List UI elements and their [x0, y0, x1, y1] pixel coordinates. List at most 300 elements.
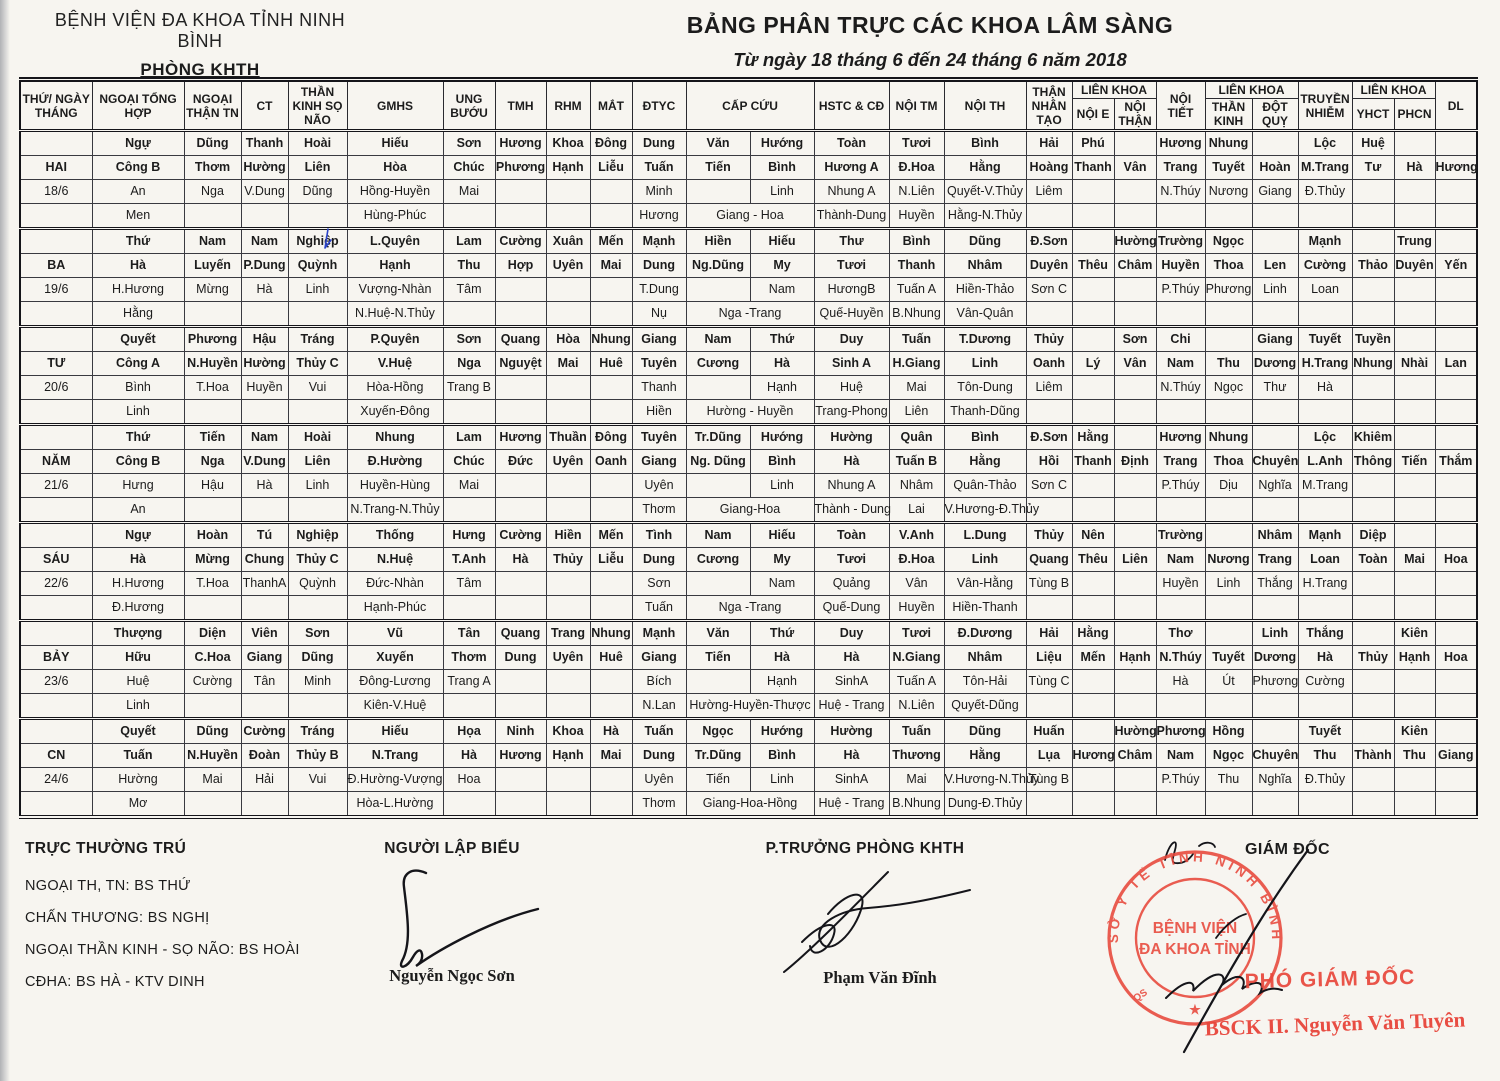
duty-cell: Mai [443, 474, 495, 498]
duty-cell: Ngự [92, 131, 184, 156]
duty-cell: N.Thúy [1156, 646, 1205, 670]
duty-cell: Linh [750, 474, 814, 498]
duty-cell: Ng.Dũng [686, 254, 750, 278]
day-cell: NĂM [20, 450, 92, 474]
duty-cell [1298, 792, 1352, 818]
duty-cell [1072, 719, 1114, 744]
duty-cell: Huyền [1156, 572, 1205, 596]
duty-cell: Cường [184, 670, 241, 694]
duty-cell: Tuyết [1298, 327, 1352, 352]
day-cell: BA [20, 254, 92, 278]
duty-cell: Thương [889, 744, 944, 768]
duty-cell: Quân-Thảo [944, 474, 1026, 498]
column-subheader: PHCN [1394, 99, 1435, 131]
duty-cell: Hiếu [750, 229, 814, 254]
duty-cell: Dương [1252, 646, 1298, 670]
duty-cell: Vân [1114, 352, 1156, 376]
duty-cell: Lam [443, 229, 495, 254]
duty-cell [1435, 694, 1477, 719]
duty-cell [1072, 498, 1114, 523]
duty-cell: V.Dung [241, 450, 288, 474]
duty-cell [1298, 596, 1352, 621]
duty-cell [184, 400, 241, 425]
duty-cell: P.Thúy [1156, 278, 1205, 302]
duty-cell: Tuyền [1352, 327, 1394, 352]
column-header: LIÊN KHOA [1205, 80, 1298, 99]
duty-cell: Mến [1072, 646, 1114, 670]
duty-cell: P.Thúy [1156, 474, 1205, 498]
duty-cell: Giang [1435, 744, 1477, 768]
duty-cell [1298, 498, 1352, 523]
duty-cell [1252, 302, 1298, 327]
duty-cell: Hữu [92, 646, 184, 670]
duty-cell: Đức-Nhàn [347, 572, 443, 596]
duty-cell: Hồng-Huyền [347, 180, 443, 204]
dept-head-heading: P.TRƯỞNG PHÒNG KHTH [765, 840, 965, 857]
duty-cell: Sơn [632, 572, 686, 596]
duty-cell: Tư [1352, 156, 1394, 180]
duty-cell: Lai [889, 498, 944, 523]
duty-cell: Hường-Huyền-Thược [686, 694, 814, 719]
duty-cell: Họa [443, 719, 495, 744]
duty-cell: Nhung [1205, 425, 1252, 450]
duty-cell: Linh [1252, 621, 1298, 646]
duty-cell [184, 498, 241, 523]
duty-cell [1435, 180, 1477, 204]
duty-cell: Nụ [632, 302, 686, 327]
duty-cell: P.Quyên [347, 327, 443, 352]
duty-cell: Thủy C [288, 548, 347, 572]
duty-cell: Dịu [1205, 474, 1252, 498]
duty-cell: Thu [1298, 744, 1352, 768]
duty-cell: Hằng [1072, 621, 1114, 646]
duty-cell: Tráng [288, 719, 347, 744]
duty-cell: Nương [1205, 548, 1252, 572]
duty-cell [1352, 180, 1394, 204]
day-cell [20, 596, 92, 621]
day-cell [20, 229, 92, 254]
duty-cell [1156, 204, 1205, 229]
duty-cell [590, 204, 632, 229]
duty-cell: Dung [632, 744, 686, 768]
standby-list [25, 862, 300, 990]
duty-cell [1352, 278, 1394, 302]
duty-cell: Duyên [1026, 254, 1072, 278]
duty-cell: Sơn [443, 327, 495, 352]
preparer-heading: NGƯỜI LẬP BIỂU [384, 840, 520, 857]
duty-cell: Tuấn A [889, 278, 944, 302]
duty-cell: Hạnh [750, 670, 814, 694]
day-cell: BẢY [20, 646, 92, 670]
duty-cell: Hướng [750, 425, 814, 450]
duty-cell: Vân [1114, 156, 1156, 180]
day-cell: 21/6 [20, 474, 92, 498]
duty-cell: Mai [889, 768, 944, 792]
duty-cell: Dũng [184, 131, 241, 156]
duty-cell [1114, 670, 1156, 694]
duty-cell: B.Nhung [889, 792, 944, 818]
duty-cell: Hạnh [1114, 646, 1156, 670]
duty-cell [1072, 229, 1114, 254]
duty-cell: Giang-Hoa-Hồng [686, 792, 814, 818]
duty-cell: Quân [889, 425, 944, 450]
duty-cell [495, 302, 546, 327]
duty-cell: Hương [1435, 156, 1477, 180]
column-subheader: THẦN KINH [1205, 99, 1252, 131]
duty-cell: Nhâm [889, 474, 944, 498]
duty-cell: Huệ [92, 670, 184, 694]
day-cell: 18/6 [20, 180, 92, 204]
duty-cell: Trang [1156, 156, 1205, 180]
duty-cell: Thơ [1156, 621, 1205, 646]
duty-cell: Hợp [495, 254, 546, 278]
duty-cell [495, 474, 546, 498]
duty-cell: Hướng [750, 719, 814, 744]
duty-cell [1394, 498, 1435, 523]
column-header: CẤP CỨU [686, 80, 814, 131]
duty-cell: Tươi [889, 621, 944, 646]
duty-cell [1435, 376, 1477, 400]
duty-cell: Hà [814, 744, 889, 768]
duty-cell: Huyền-Hùng [347, 474, 443, 498]
duty-cell: N.Liên [889, 694, 944, 719]
duty-cell: Lụa [1026, 744, 1072, 768]
duty-cell: Nam [1156, 548, 1205, 572]
duty-cell [1205, 523, 1252, 548]
duty-cell [590, 670, 632, 694]
duty-cell: Thu [1205, 352, 1252, 376]
duty-cell [1072, 572, 1114, 596]
duty-cell [495, 376, 546, 400]
duty-cell: M.Trang [1298, 474, 1352, 498]
duty-cell: Linh [944, 548, 1026, 572]
duty-cell [1026, 694, 1072, 719]
duty-cell [1394, 302, 1435, 327]
duty-cell [546, 302, 590, 327]
duty-cell: Hường - Huyền [686, 400, 814, 425]
duty-cell: H.Trang [1298, 352, 1352, 376]
duty-cell: Diệp [1352, 523, 1394, 548]
duty-cell: Hoa [443, 768, 495, 792]
duty-cell [1114, 474, 1156, 498]
duty-cell: My [750, 254, 814, 278]
duty-cell: N.Thúy [1156, 376, 1205, 400]
duty-cell: Kiên [1394, 719, 1435, 744]
duty-cell: N.Lan [632, 694, 686, 719]
duty-cell: Bình [750, 744, 814, 768]
duty-cell [1435, 474, 1477, 498]
duty-cell: Hiền-Thanh [944, 596, 1026, 621]
duty-cell [241, 792, 288, 818]
day-cell [20, 302, 92, 327]
duty-cell: Vui [288, 768, 347, 792]
duty-cell: Hường [92, 768, 184, 792]
duty-cell: Châm [1114, 254, 1156, 278]
duty-cell: P.Dung [241, 254, 288, 278]
duty-cell: Nga [184, 180, 241, 204]
duty-cell: Huệ [1352, 131, 1394, 156]
page-title: BẢNG PHÂN TRỰC CÁC KHOA LÂM SÀNG [686, 12, 1174, 38]
duty-cell [1252, 596, 1298, 621]
duty-cell: Hà [241, 474, 288, 498]
duty-cell: Hồi [1026, 450, 1072, 474]
duty-cell [546, 474, 590, 498]
duty-cell: Mến [590, 523, 632, 548]
duty-cell [1114, 400, 1156, 425]
duty-cell: Tuấn B [889, 450, 944, 474]
duty-cell: Tuấn [92, 744, 184, 768]
duty-cell: Khoa [546, 719, 590, 744]
duty-cell: Tuấn [632, 596, 686, 621]
duty-cell: Út [1205, 670, 1252, 694]
duty-cell: Thư [1252, 376, 1298, 400]
duty-cell [1114, 792, 1156, 818]
duty-cell: Ngự [92, 523, 184, 548]
duty-cell: Sơn [443, 131, 495, 156]
day-cell: 24/6 [20, 768, 92, 792]
duty-cell [546, 596, 590, 621]
duty-cell [1394, 768, 1435, 792]
duty-cell: Thủy [546, 548, 590, 572]
day-cell: 23/6 [20, 670, 92, 694]
duty-cell: Hường [1114, 719, 1156, 744]
duty-cell: L.Quyên [347, 229, 443, 254]
duty-cell: Oanh [1026, 352, 1072, 376]
duty-cell: Mơ [92, 792, 184, 818]
duty-cell: Nghiệp [288, 229, 347, 254]
duty-cell: Ngọc [1205, 376, 1252, 400]
duty-cell: Diện [184, 621, 241, 646]
duty-cell: Nam [750, 572, 814, 596]
duty-cell [1205, 792, 1252, 818]
duty-cell [1435, 131, 1477, 156]
duty-cell [1156, 596, 1205, 621]
duty-cell: Hà [92, 548, 184, 572]
duty-cell: Tôn-Dung [944, 376, 1026, 400]
duty-cell: H.Trang [1298, 572, 1352, 596]
duty-cell: Mai [546, 352, 590, 376]
duty-cell: Nhung [1352, 352, 1394, 376]
duty-cell: Tuấn [632, 719, 686, 744]
duty-cell: Hương [1072, 744, 1114, 768]
duty-cell: Lộc [1298, 131, 1352, 156]
duty-cell [288, 400, 347, 425]
duty-cell: Nam [241, 425, 288, 450]
duty-cell: Thơm [443, 646, 495, 670]
duty-cell: V.Huệ [347, 352, 443, 376]
column-header: THẬN NHÂN TẠO [1026, 80, 1072, 131]
duty-cell: Nam [750, 278, 814, 302]
duty-cell: Công B [92, 450, 184, 474]
column-header: THẦN KINH SỌ NÃO [288, 80, 347, 131]
duty-cell [443, 694, 495, 719]
duty-cell: Nga [184, 450, 241, 474]
duty-cell: Hiếu [347, 719, 443, 744]
duty-cell [1352, 302, 1394, 327]
duty-cell: Huyền [241, 376, 288, 400]
duty-cell: Hà [1298, 376, 1352, 400]
duty-cell [1026, 400, 1072, 425]
duty-cell: L.Anh [1298, 450, 1352, 474]
duty-cell: Phương [495, 156, 546, 180]
duty-cell [590, 180, 632, 204]
duty-cell [1252, 694, 1298, 719]
duty-cell: B.Nhung [889, 302, 944, 327]
duty-cell [1205, 327, 1252, 352]
duty-cell [495, 670, 546, 694]
day-cell [20, 425, 92, 450]
duty-cell [443, 302, 495, 327]
duty-cell [1435, 792, 1477, 818]
duty-cell [241, 302, 288, 327]
duty-cell: Huyền [1156, 254, 1205, 278]
duty-cell: Chúc [443, 450, 495, 474]
duty-cell [1156, 400, 1205, 425]
duty-cell [1394, 596, 1435, 621]
duty-cell: Vân-Quân [944, 302, 1026, 327]
duty-cell: Mạnh [632, 621, 686, 646]
duty-cell: Cương [686, 548, 750, 572]
duty-cell [1394, 327, 1435, 352]
duty-cell: Đ.Hường [347, 450, 443, 474]
duty-cell [1352, 572, 1394, 596]
duty-cell: Hòa [546, 327, 590, 352]
duty-cell: Trường [1156, 523, 1205, 548]
duty-cell [1352, 498, 1394, 523]
duty-cell: Huyền [889, 204, 944, 229]
duty-cell: Huấn [1026, 719, 1072, 744]
duty-cell [1352, 376, 1394, 400]
duty-cell [1114, 131, 1156, 156]
duty-cell: Nhâm [944, 254, 1026, 278]
duty-cell: Hải [241, 768, 288, 792]
duty-cell: Thông [1352, 450, 1394, 474]
duty-cell: Liêm [1026, 180, 1072, 204]
duty-cell [1394, 670, 1435, 694]
duty-cell: Đ.Thủy [1298, 768, 1352, 792]
duty-cell: Men [92, 204, 184, 229]
duty-cell: Dũng [288, 180, 347, 204]
duty-cell: Xuân [546, 229, 590, 254]
duty-cell [495, 596, 546, 621]
duty-cell [1205, 400, 1252, 425]
duty-cell: Ngọc [686, 719, 750, 744]
duty-cell [546, 670, 590, 694]
duty-cell: Uyên [546, 254, 590, 278]
duty-cell: Trang [546, 621, 590, 646]
duty-cell: Linh [750, 768, 814, 792]
duty-cell: Tươi [814, 254, 889, 278]
duty-cell: T.Hoa [184, 572, 241, 596]
duty-cell [1072, 327, 1114, 352]
duty-cell: Nguyệt [495, 352, 546, 376]
duty-cell [1435, 425, 1477, 450]
duty-cell [1252, 229, 1298, 254]
duty-cell: Vũ [347, 621, 443, 646]
duty-cell: Tr.Dũng [686, 425, 750, 450]
duty-cell: Sơn C [1026, 474, 1072, 498]
standby-title: TRỰC THƯỜNG TRÚ [25, 840, 187, 857]
duty-cell: Ng. Dũng [686, 450, 750, 474]
duty-cell: Thành-Dung [814, 204, 889, 229]
duty-cell [590, 694, 632, 719]
duty-cell: Hạnh-Phúc [347, 596, 443, 621]
column-header: DL [1435, 80, 1477, 131]
duty-cell: Mai [1394, 548, 1435, 572]
duty-cell: Trang [1156, 450, 1205, 474]
hospital-name: BỆNH VIỆN ĐA KHOA TỈNH NINH BÌNH [54, 10, 346, 51]
duty-cell [1114, 204, 1156, 229]
duty-cell: Ngọc [1205, 744, 1252, 768]
duty-cell [1435, 204, 1477, 229]
duty-cell: Trung [1394, 229, 1435, 254]
duty-cell: Mừng [184, 278, 241, 302]
duty-cell [1156, 694, 1205, 719]
duty-cell [1435, 498, 1477, 523]
duty-cell: Thơm [632, 498, 686, 523]
duty-cell [590, 278, 632, 302]
standby-item: NGOẠI TH, TN: BS THỨ [25, 878, 191, 894]
duty-cell: Mai [443, 180, 495, 204]
duty-cell [1352, 719, 1394, 744]
duty-cell: Trang B [443, 376, 495, 400]
stamp-ring-text: SỞ Y TẾ TỈNH NINH BÌNH [1105, 849, 1285, 944]
duty-cell: Thu [1205, 768, 1252, 792]
duty-cell [1435, 229, 1477, 254]
duty-cell [686, 572, 750, 596]
duty-cell: Thanh [1072, 156, 1114, 180]
duty-cell [1394, 131, 1435, 156]
duty-cell: Quang [1026, 548, 1072, 572]
duty-cell: Huệ [814, 376, 889, 400]
duty-cell [443, 204, 495, 229]
duty-cell [590, 572, 632, 596]
duty-cell: C.Hoa [184, 646, 241, 670]
duty-cell [1252, 204, 1298, 229]
duty-cell: Toàn [814, 523, 889, 548]
duty-cell: Nam [184, 229, 241, 254]
duty-cell: M.Trang [1298, 156, 1352, 180]
duty-cell [288, 498, 347, 523]
director-signature [1096, 840, 1336, 1080]
day-cell: 20/6 [20, 376, 92, 400]
duty-cell [184, 596, 241, 621]
duty-cell: Minh [632, 180, 686, 204]
duty-cell: Hằng [944, 450, 1026, 474]
duty-cell: Linh [92, 694, 184, 719]
duty-cell: Thanh [632, 376, 686, 400]
duty-cell [1026, 596, 1072, 621]
duty-cell: V.Dung [241, 180, 288, 204]
duty-cell: Thanh [241, 131, 288, 156]
duty-cell [1394, 474, 1435, 498]
duty-cell: Quỳnh [288, 572, 347, 596]
duty-cell: Hà [1298, 646, 1352, 670]
column-subheader: YHCT [1352, 99, 1394, 131]
duty-cell: Linh [92, 400, 184, 425]
duty-cell: Tùng B [1026, 572, 1072, 596]
duty-cell: Định [1114, 450, 1156, 474]
duty-cell: Thắng [1252, 572, 1298, 596]
duty-cell [590, 792, 632, 818]
duty-cell: Tuyết [1205, 156, 1252, 180]
duty-cell: H.Hương [92, 278, 184, 302]
duty-cell: Bích [632, 670, 686, 694]
duty-cell: Lan [1435, 352, 1477, 376]
duty-cell: Toàn [1352, 548, 1394, 572]
duty-cell [1072, 474, 1114, 498]
duty-cell [686, 278, 750, 302]
